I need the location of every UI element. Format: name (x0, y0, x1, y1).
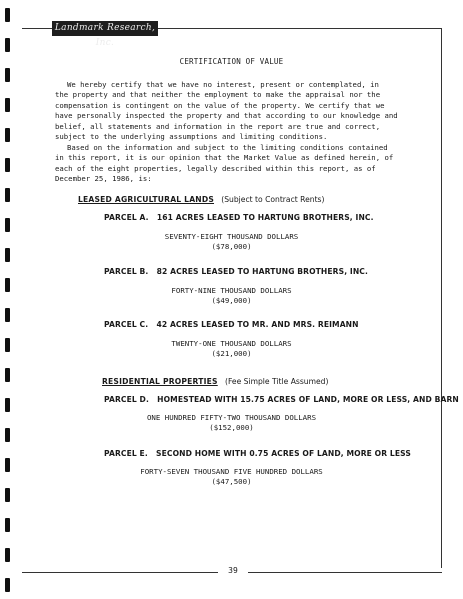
parcel-a-value (0, 232, 463, 253)
parcel-label: PARCEL D. (104, 395, 149, 404)
binding-hole (5, 38, 10, 52)
parcel-label: PARCEL C. (104, 320, 149, 329)
section-title: LEASED AGRICULTURAL LANDS (78, 195, 215, 204)
binding-hole (5, 488, 10, 502)
binding-hole (5, 518, 10, 532)
text-line: December 25, 1986, is: (55, 174, 152, 184)
binding-hole (5, 548, 10, 562)
section-note: (Subject to Contract Rents) (221, 195, 325, 204)
text-line: each of the eight properties, legally described within this report, as of (55, 163, 376, 173)
opinion-paragraph (55, 143, 421, 185)
section-title: RESIDENTIAL PROPERTIES (102, 377, 218, 386)
binding-hole (5, 308, 10, 322)
value-amount: ($49,000) (211, 296, 252, 306)
parcel-label: PARCEL A. (104, 213, 149, 222)
parcel-desc: 82 ACRES LEASED TO HARTUNG BROTHERS, INC. (156, 267, 368, 276)
text-line: subject to the underlying assumptions and limiting conditions. (55, 132, 328, 142)
binding-hole (5, 8, 10, 22)
parcel-d (104, 395, 459, 404)
value-words: ONE HUNDRED FIFTY-TWO THOUSAND DOLLARS (146, 413, 317, 422)
binding-hole (5, 578, 10, 592)
parcel-d-value (0, 413, 463, 434)
company-logo: Landmark Research, Inc. (52, 21, 158, 36)
text-line: have personally inspected the property and that according to our knowledge and (55, 111, 398, 121)
parcel-c-value (0, 339, 463, 360)
text-line: We hereby certify that we have no interest, present or contemplated, in (67, 80, 379, 89)
value-words: TWENTY-ONE THOUSAND DOLLARS (171, 339, 292, 348)
binding-hole (5, 398, 10, 412)
section-note: (Fee Simple Title Assumed) (224, 377, 329, 386)
binding-hole (5, 158, 10, 172)
parcel-label: PARCEL E. (104, 449, 148, 458)
footer-rule-left (22, 572, 218, 573)
section-heading-residential (102, 377, 328, 386)
value-words: SEVENTY-EIGHT THOUSAND DOLLARS (164, 232, 299, 241)
value-amount: ($47,500) (211, 477, 252, 487)
text-line: compensation is contingent on the value of the property. We certify that we (55, 100, 385, 110)
parcel-c (104, 320, 359, 329)
text-line: in this report, it is our opinion that the Market Value as defined herein, of (55, 153, 394, 163)
parcel-desc: SECOND HOME WITH 0.75 ACRES OF LAND, MORE OR LESS (156, 449, 411, 458)
binding-hole (5, 98, 10, 112)
parcel-b-value (0, 286, 463, 307)
value-amount: ($21,000) (211, 349, 252, 359)
parcel-label: PARCEL B. (104, 267, 149, 276)
page-title: CERTIFICATION OF VALUE (179, 57, 284, 66)
parcel-desc: 161 ACRES LEASED TO HARTUNG BROTHERS, INC. (156, 213, 374, 222)
binding-hole (5, 188, 10, 202)
text-line: belief, all statements and information in the report are true and correct, (55, 121, 381, 131)
parcel-e-value (0, 467, 463, 488)
certification-paragraph (55, 80, 421, 142)
value-words: FORTY-SEVEN THOUSAND FIVE HUNDRED DOLLARS (140, 467, 323, 476)
text-line: the property and that neither the employment to make the appraisal nor the (55, 90, 381, 100)
binding-hole (5, 218, 10, 232)
page-number: 39 (228, 566, 238, 575)
section-heading-leased (78, 195, 324, 204)
value-amount: ($78,000) (211, 242, 252, 252)
value-words: FORTY-NINE THOUSAND DOLLARS (171, 286, 292, 295)
value-amount: ($152,000) (209, 423, 254, 433)
parcel-desc: 42 ACRES LEASED TO MR. AND MRS. REIMANN (156, 320, 359, 329)
text-line: Based on the information and subject to the limiting conditions contained (67, 143, 388, 152)
binding-hole (5, 368, 10, 382)
footer-rule-right (248, 572, 442, 573)
parcel-a (104, 213, 374, 222)
parcel-desc: HOMESTEAD WITH 15.75 ACRES OF LAND, MORE OR LESS, AND BARN (157, 395, 459, 404)
parcel-e (104, 449, 411, 458)
binding-hole (5, 128, 10, 142)
binding-hole (5, 68, 10, 82)
parcel-b (104, 267, 368, 276)
